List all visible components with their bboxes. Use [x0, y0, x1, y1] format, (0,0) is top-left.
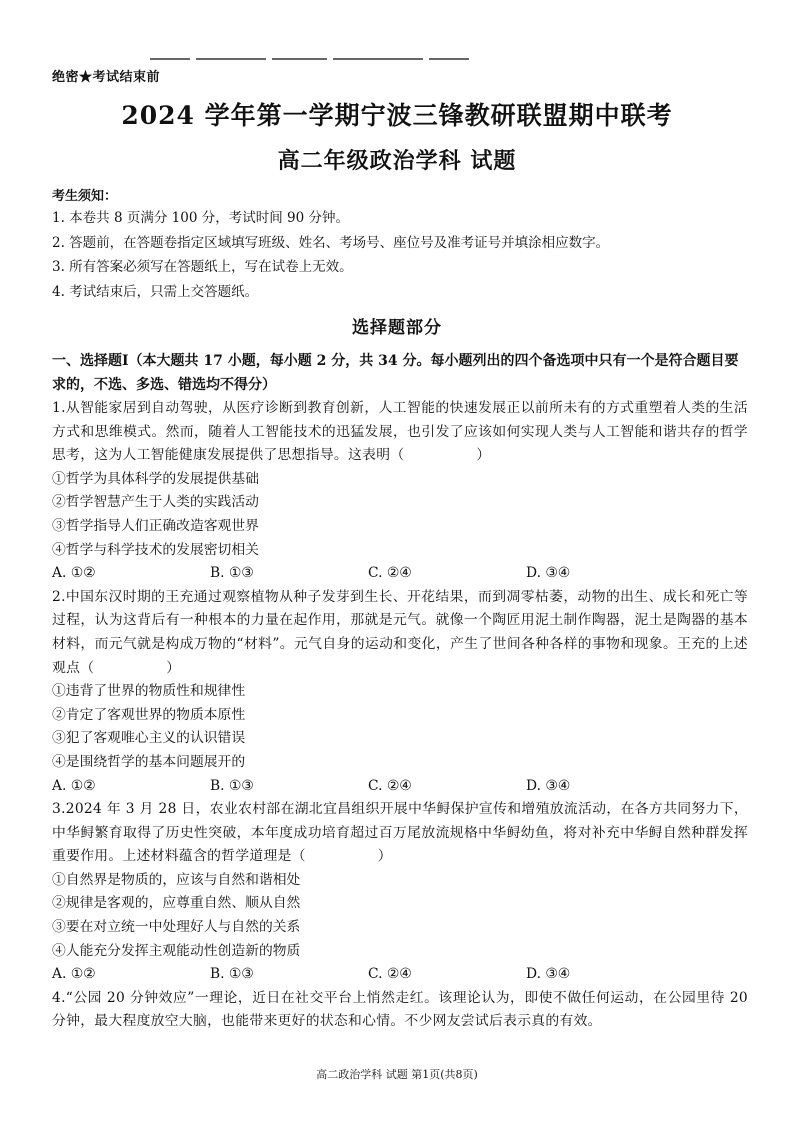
- question-1: [52, 397, 748, 586]
- choice-a: A. ①②: [52, 777, 96, 794]
- question-4: [52, 987, 748, 1034]
- choice-a: A. ①②: [52, 565, 96, 582]
- option-statement: ④是围绕哲学的基本问题展开的: [52, 753, 246, 770]
- question-stem: 2.中国东汉时期的王充通过观察植物从种子发芽到生长、开花结果，而到凋零枯萎，动物的出生、成长和死亡等过程，认为这背后有一种根本的力量在起作用，那就是元气。就像一个陶匠用泥土制作陶器，泥土是陶器的基本材料，而元气就是构成万物的“材料”。元气自身的运动和变化，产生了世间各种各样的事物和现象。王充的上述观点（ ）: [52, 588, 748, 676]
- notice-item: 4. 考试结束后，只需上交答题纸。: [52, 283, 259, 300]
- choice-b: B. ①③: [210, 777, 254, 794]
- choice-d: D. ③④: [526, 966, 571, 983]
- choice-d: D. ③④: [526, 565, 571, 582]
- question-stem: 3.2024 年 3 月 28 日，农业农村部在湖北宜昌组织开展中华鲟保护宣传和增殖放流活动，在各方共同努力下，中华鲟繁育取得了历史性突破，本年度成功培育超过百万尾放流规格中华鲟幼鱼，将对补充中华鲟自然种群发挥重要作用。上述材料蕴含的哲学道理是（ ）: [52, 801, 748, 865]
- choice-a: A. ①②: [52, 966, 96, 983]
- answer-choices: [52, 775, 748, 799]
- choice-b: B. ①③: [210, 966, 254, 983]
- choice-c: C. ②④: [368, 565, 412, 582]
- question-3: [52, 798, 748, 987]
- question-list: [52, 397, 748, 1034]
- scan-artifact: [150, 48, 490, 54]
- answer-choices: [52, 562, 748, 586]
- option-statement: ③犯了客观唯心主义的认识错误: [52, 730, 246, 747]
- notice-title: 考生须知：: [52, 189, 118, 204]
- notice-list: [52, 206, 752, 304]
- section-title: 选择题部分: [352, 318, 442, 338]
- option-statement: ②肯定了客观世界的物质本原性: [52, 706, 246, 723]
- question-stem: 4.“公园 20 分钟效应”一理论，近日在社交平台上悄然走红。该理论认为，即使不做任何运动，在公园里待 20 分钟，最大程度放空大脑，也能带来更好的状态和心情。不少网友尝试后表示真的有效。: [52, 989, 748, 1030]
- notice-item: 1. 本卷共 8 页满分 100 分，考试时间 90 分钟。: [52, 210, 349, 226]
- option-statement: ④人能充分发挥主观能动性创造新的物质: [52, 942, 301, 959]
- notice-item: 3. 所有答案必须写在答题纸上，写在试卷上无效。: [52, 259, 353, 275]
- page-footer: 高二政治学科 试题 第1页(共8页): [316, 1068, 478, 1081]
- question-stem: 1.从智能家居到自动驾驶，从医疗诊断到教育创新，人工智能的快速发展正以前所未有的方式重塑着人类的生活方式和思维模式。然而，随着人工智能技术的迅猛发展，也引发了应该如何实现人类与人工智能和谐共存的哲学思考，这为人工智能健康发展提供了思想指导。这表明（ ）: [52, 400, 748, 464]
- option-statement: ②哲学智慧产生于人类的实践活动: [52, 494, 259, 511]
- answer-choices: [52, 963, 748, 987]
- option-statement: ④哲学与科学技术的发展密切相关: [52, 541, 259, 558]
- notice-item: 2. 答题前，在答题卷指定区域填写班级、姓名、考场号、座位号及准考证号并填涂相应数字。: [52, 234, 610, 251]
- option-statement: ②规律是客观的，应尊重自然、顺从自然: [52, 895, 301, 912]
- option-statement: ③哲学指导人们正确改造客观世界: [52, 517, 259, 534]
- option-statement: ①哲学为具体科学的发展提供基础: [52, 470, 259, 487]
- exam-subtitle: 高二年级政治学科 试题: [277, 148, 517, 174]
- option-statement: ③要在对立统一中处理好人与自然的关系: [52, 919, 301, 936]
- option-statement: ①违背了世界的物质性和规律性: [52, 683, 246, 700]
- exam-title: 2024 学年第一学期宁波三锋教研联盟期中联考: [121, 101, 673, 130]
- choice-b: B. ①③: [210, 565, 254, 582]
- question-2: [52, 586, 748, 798]
- option-statement: ①自然界是物质的，应该与自然和谐相处: [52, 871, 301, 888]
- choice-d: D. ③④: [526, 777, 571, 794]
- confidential-label: 绝密★考试结束前: [52, 70, 161, 85]
- choice-c: C. ②④: [368, 777, 412, 794]
- choice-c: C. ②④: [368, 966, 412, 983]
- part-heading: 一、选择题Ⅰ（本大题共 17 小题，每小题 2 分，共 34 分。每小题列出的四个备选项中只有一个是符合题目要求的，不选、多选、错选均不得分）: [52, 353, 739, 393]
